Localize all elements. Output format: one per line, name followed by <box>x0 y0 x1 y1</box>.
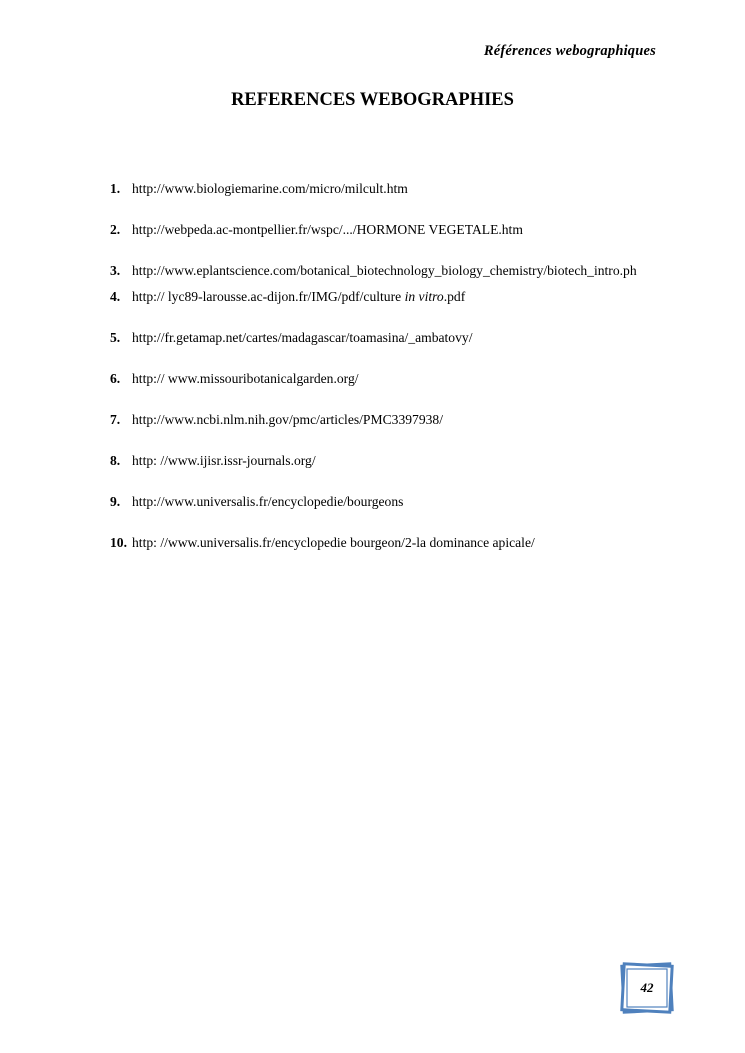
page-number-badge <box>620 962 674 1014</box>
reference-url: http://webpeda.ac-montpellier.fr/wspc/.../HORMONE VEGETALE.htm <box>132 222 523 237</box>
reference-number: 6. <box>110 371 121 386</box>
reference-number: 7. <box>110 412 121 427</box>
reference-number: 2. <box>110 222 121 237</box>
reference-url-italic: in vitro <box>404 289 444 304</box>
reference-url: http: //www.ijisr.issr-journals.org/ <box>132 453 316 468</box>
reference-item-5 <box>110 325 670 350</box>
reference-url <box>132 284 670 309</box>
reference-url: http: //www.universalis.fr/encyclopedie bourgeon/2-la dominance apicale/ <box>132 535 535 550</box>
reference-number: 4. <box>110 289 121 304</box>
reference-number: 9. <box>110 494 121 509</box>
page-number: 42 <box>640 980 654 995</box>
reference-item-6 <box>110 366 670 391</box>
reference-item-9 <box>110 489 670 514</box>
reference-number: 10. <box>110 535 127 550</box>
reference-url: http://www.ncbi.nlm.nih.gov/pmc/articles/PMC3397938/ <box>132 412 444 427</box>
reference-number: 8. <box>110 453 121 468</box>
reference-url: http:// www.missouribotanicalgarden.org/ <box>132 371 359 386</box>
reference-item-10 <box>110 530 670 555</box>
reference-url: http://www.universalis.fr/encyclopedie/bourgeons <box>132 494 404 509</box>
reference-number: 5. <box>110 330 121 345</box>
reference-item-4 <box>110 284 670 309</box>
reference-url-part: http:// lyc89-larousse.ac-dijon.fr/IMG/pdf/culture <box>132 289 405 304</box>
page-title: REFERENCES WEBOGRAPHIES <box>231 90 514 110</box>
running-header: Références webographiques <box>483 43 656 59</box>
reference-item-8 <box>110 448 670 473</box>
reference-url: http://www.eplantscience.com/botanical_biotechnology_biology_chemistry/biotech_intro.ph <box>132 263 637 278</box>
reference-item-3 <box>110 258 670 284</box>
reference-url: http://www.biologiemarine.com/micro/milcult.htm <box>132 181 408 196</box>
reference-number: 1. <box>110 181 121 196</box>
reference-item-2 <box>110 217 670 242</box>
reference-url-part: .pdf <box>443 289 466 304</box>
reference-item-1 <box>110 176 670 201</box>
reference-list <box>110 176 670 571</box>
reference-url: http://fr.getamap.net/cartes/madagascar/toamasina/_ambatovy/ <box>132 330 473 345</box>
reference-item-7 <box>110 407 670 432</box>
reference-number: 3. <box>110 263 121 278</box>
